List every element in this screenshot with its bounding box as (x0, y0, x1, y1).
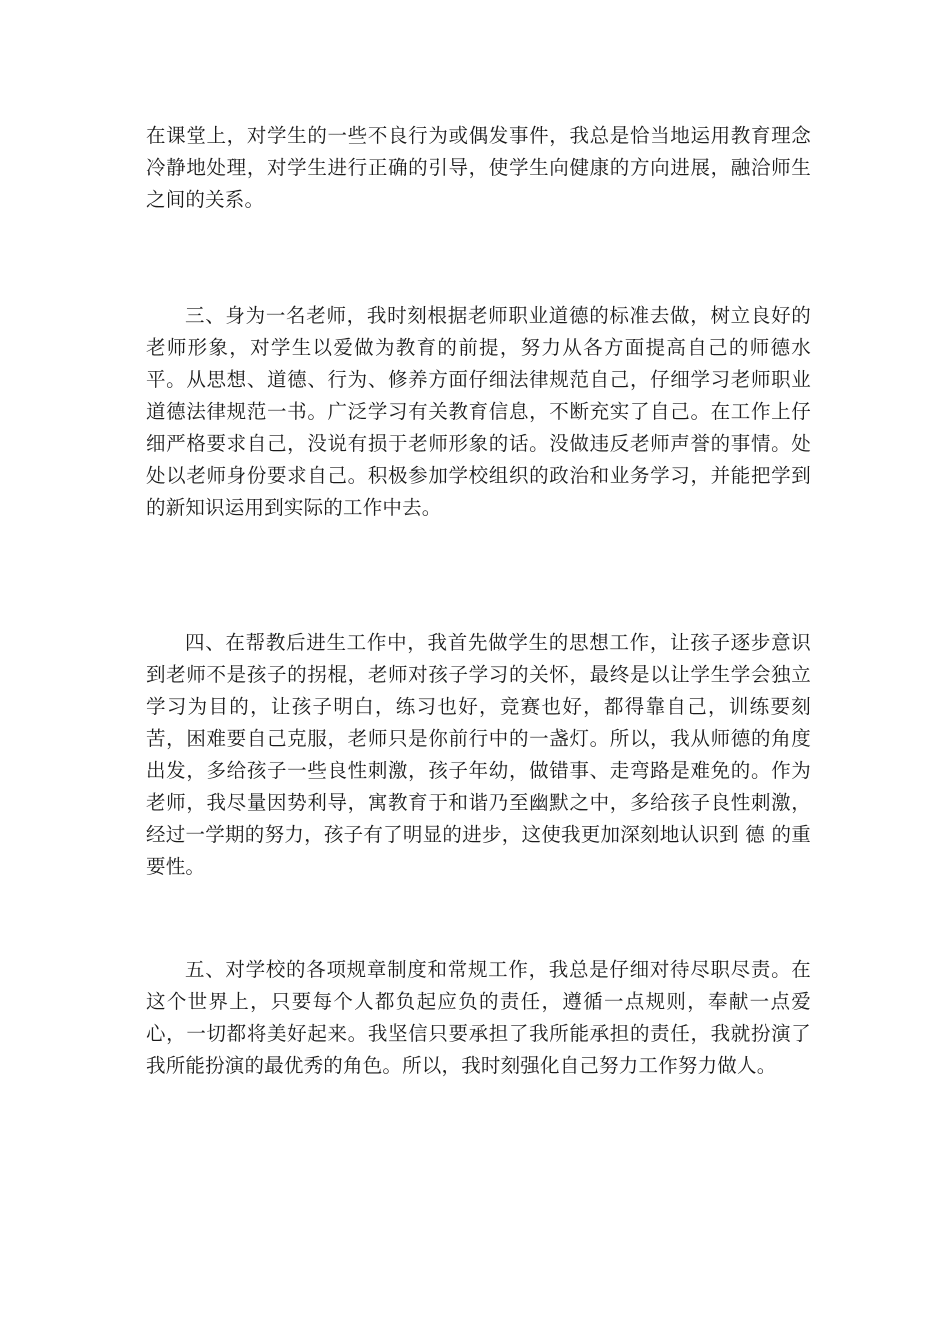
paragraph-five-school-rules: 五、对学校的各项规章制度和常规工作，我总是仔细对待尽职尽责。在这个世界上，只要每个人都负起应负的责任，遵循一点规则，奉献一点爱心，一切都将美好起来。我坚信只要承担了我所能承担的责任，我就扮演了我所能扮演的最优秀的角色。所以，我时刻强化自己努力工作努力做人。 (146, 958, 811, 1077)
paragraph-three-teacher-ethics: 三、身为一名老师，我时刻根据老师职业道德的标准去做，树立良好的老师形象，对学生以爱做为教育的前提，努力从各方面提高自己的师德水平。从思想、道德、行为、修养方面仔细法律规范自己，仔细学习老师职业道德法律规范一书。广泛学习有关教育信息，不断充实了自己。在工作上仔细严格要求自己，没说有损于老师形象的话。没做违反老师声誉的事情。处处以老师身份要求自己。积极参加学校组织的政治和业务学习，并能把学到的新知识运用到实际的工作中去。 (146, 304, 811, 519)
paragraph-classroom-conduct: 在课堂上，对学生的一些不良行为或偶发事件，我总是恰当地运用教育理念冷静地处理，对学生进行正确的引导，使学生向健康的方向进展，融洽师生之间的关系。 (146, 124, 811, 211)
paragraph-four-tutoring-students: 四、在帮教后进生工作中，我首先做学生的思想工作，让孩子逐步意识到老师不是孩子的拐棍，老师对孩子学习的关怀，最终是以让学生学会独立学习为目的，让孩子明白，练习也好，竞赛也好，都得靠自己，训练要刻苦，困难要自己克服，老师只是你前行中的一盏灯。所以，我从师德的角度出发，多给孩子一些良性刺激，孩子年幼，做错事、走弯路是难免的。作为老师，我尽量因势利导，寓教育于和谐乃至幽默之中，多给孩子良性刺激，经过一学期的努力，孩子有了明显的进步，这使我更加深刻地认识到 德 的重要性。 (146, 631, 811, 878)
